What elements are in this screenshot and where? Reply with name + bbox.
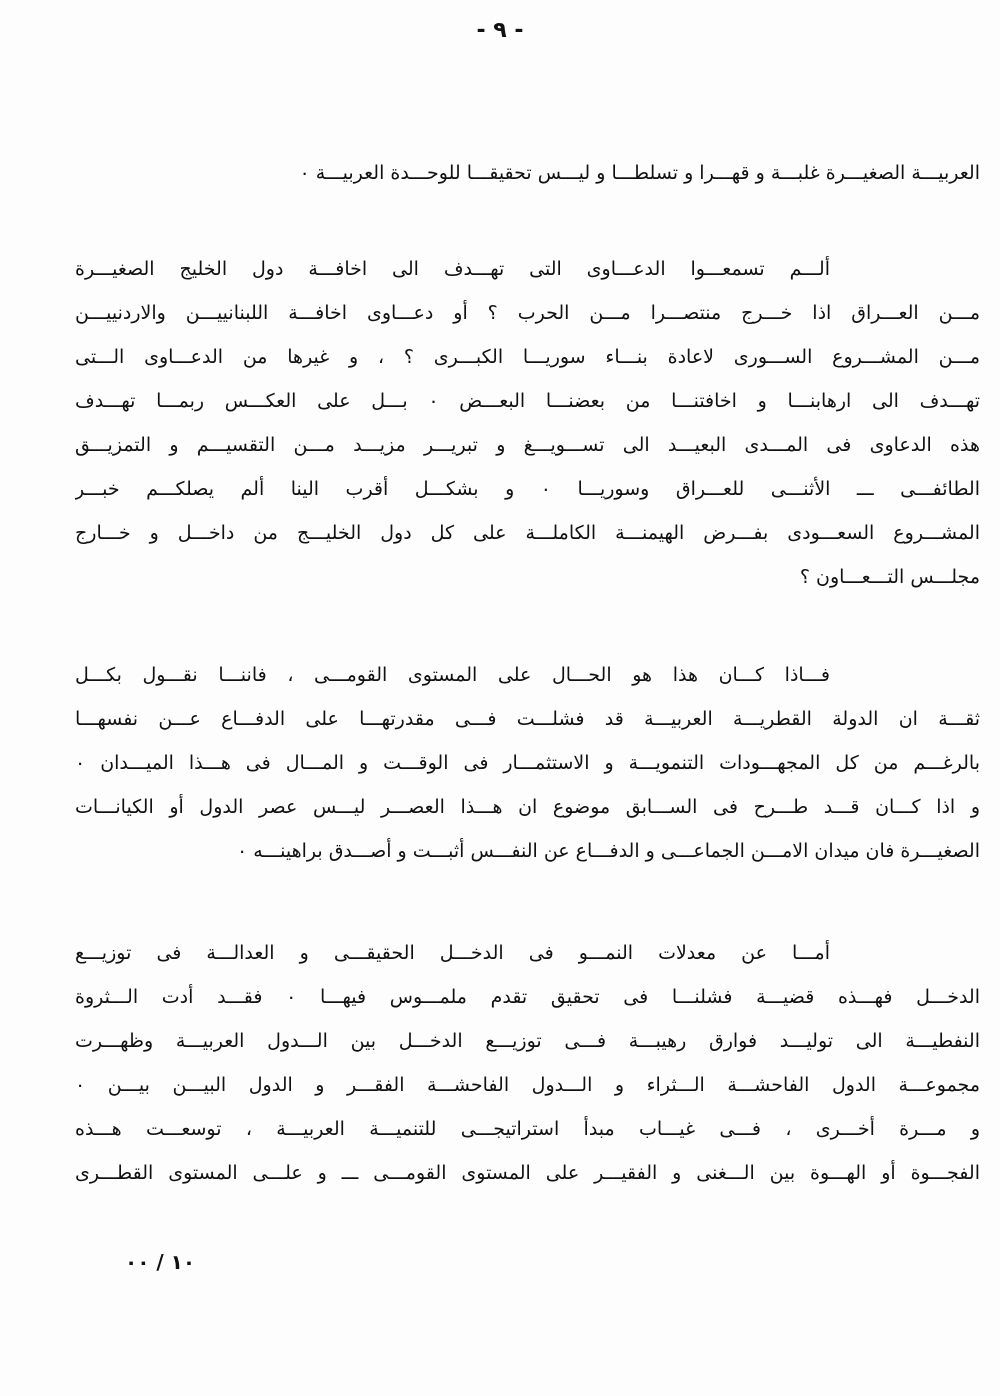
paragraph-line: بالرغـــم من كل المجهـــودات التنمويـــة و الاستثمـــار فى الوقـــت و المـــال فى هـــذا الميـــدان ٠ — [75, 752, 980, 774]
paragraph-line: ألـــم تسمعـــوا الدعـــاوى التى تهـــدف الى اخافـــة دول الخليج الصغيـــرة — [75, 258, 830, 280]
paragraph-line: الفجـــوة أو الهـــوة بين الـــغنى و الفقيـــر على المستوى القومـــى ـــ و علـــى المستوى القطـــرى — [75, 1162, 980, 1184]
paragraph-line: هذه الدعاوى فى المـــدى البعيـــد الى تســـويـــغ و تبريـــر مزيـــد مـــن التقسيـــم و التمزيـــق — [75, 434, 980, 456]
paragraph-line: المشـــروع السعـــودى بفـــرض الهيمنـــة الكاملـــة على كل دول الخليـــج من داخـــل و خـــارج — [75, 522, 980, 544]
paragraph-line: مـــن المشـــروع الســـورى لاعادة بنـــاء سوريـــا الكبـــرى ؟ ، و غيرها من الدعـــاوى الـــتى — [75, 346, 980, 368]
paragraph-line: مـــن العـــراق اذا خـــرج منتصـــرا مـــن الحرب ؟ أو دعـــاوى اخافـــة اللبنانييـــن والاردنييـــن — [75, 302, 980, 324]
paragraph-line: الدخـــل فهـــذه قضيـــة فشلنـــا فى تحقيق تقدم ملمـــوس فيهـــا ٠ فقـــد أدت الـــثروة — [75, 986, 980, 1008]
paragraph-line: مجموعـــة الدول الفاحشـــة الـــثراء و الـــدول الفاحشـــة الفقـــر و الدول البيـــن بيـــن ٠ — [75, 1074, 980, 1096]
paragraph-line: فـــاذا كـــان هذا هو الحـــال على المستوى القومـــى ، فاننـــا نقـــول بكـــل — [75, 664, 830, 686]
paragraph-line: مجلـــس التـــعـــاون ؟ — [799, 566, 980, 588]
paragraph-line: و مـــرة أخـــرى ، فـــى غيـــاب مبدأ استراتيجـــى للتنميـــة العربيـــة ، توسعـــت هـــذه — [75, 1118, 980, 1140]
paragraph-line: الطائفـــى ـــ الأثنـــى للعـــراق وسوريـــا ٠ و بشكـــل أقرب الينا ألم يصلكـــم خبـــر — [75, 478, 980, 500]
footer-reference: ١٠ / ٠٠ — [125, 1250, 196, 1274]
paragraph-line: تهـــدف الى ارهابنـــا و اخافتنـــا من بعضنـــا البعـــض ٠ بـــل على العكـــس ربمـــا تهـــدف — [75, 390, 980, 412]
paragraph-line: العربيـــة الصغيـــرة غلبـــة و قهـــرا و تسلطـــا و ليـــس تحقيقـــا للوحـــدة العربيـــة ٠ — [299, 162, 980, 184]
paragraph-line: و اذا كـــان قـــد طـــرح فى الســـابق موضوع ان هـــذا العصـــر ليـــس عصر الدول أو الكيانـــات — [75, 796, 980, 818]
page-number: - ٩ - — [476, 18, 524, 43]
paragraph-line: النفطيـــة الى توليـــد فوارق رهيبـــة فـــى توزيـــع الدخـــل بين الـــدول العربيـــة وظهـــرت — [75, 1030, 980, 1052]
paragraph-line: الصغيـــرة فان ميدان الامـــن الجماعـــى و الدفـــاع عن النفـــس أثبـــت و أصـــدق براهينـــه ٠ — [236, 840, 980, 862]
paragraph-line: ثقـــة ان الدولة القطريـــة العربيـــة قد فشلـــت فـــى مقدرتهـــا على الدفـــاع عـــن نفسهـــا — [75, 708, 980, 730]
paragraph-line: أمـــا عن معدلات النمـــو فى الدخـــل الحقيقـــى و العدالـــة فى توزيـــع — [75, 942, 830, 964]
